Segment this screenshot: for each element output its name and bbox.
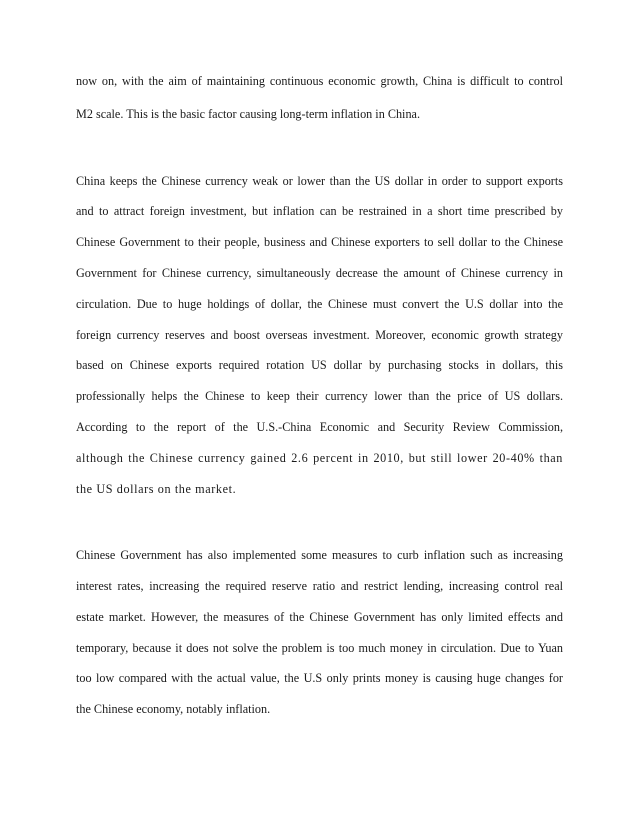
paragraph-1-line-1: now on, with the aim of maintaining continuous economic growth, China is difficult to control [76, 74, 563, 88]
paragraph-3-line-3: estate market. However, the measures of the Chinese Government has only limited effects and [76, 610, 563, 624]
paragraph-2-line-3: Chinese Government to their people, business and Chinese exporters to sell dollar to the Chinese [76, 235, 563, 249]
paragraph-3-line-2: interest rates, increasing the required reserve ratio and restrict lending, increasing control real [76, 579, 563, 593]
paragraph-3-line-6: the Chinese economy, notably inflation. [76, 702, 271, 716]
paragraph-2-line-11: the US dollars on the market. [76, 482, 237, 496]
paragraph-2-line-8: professionally helps the Chinese to keep their currency lower than the price of US dollars. [76, 389, 563, 403]
paragraph-3-line-1: Chinese Government has also implemented some measures to curb inflation such as increasing [76, 548, 563, 562]
paragraph-1-line-2: M2 scale. This is the basic factor causing long-term inflation in China. [76, 107, 420, 121]
paragraph-2-line-2: and to attract foreign investment, but inflation can be restrained in a short time prescribed by [76, 204, 563, 218]
paragraph-2-line-10: although the Chinese currency gained 2.6 percent in 2010, but still lower 20-40% than [76, 451, 563, 465]
paragraph-2-line-9: According to the report of the U.S.-China Economic and Security Review Commission, [76, 420, 563, 434]
paragraph-2-line-7: based on Chinese exports required rotation US dollar by purchasing stocks in dollars, this [76, 358, 563, 372]
paragraph-2-line-4: Government for Chinese currency, simultaneously decrease the amount of Chinese currency in [76, 266, 563, 280]
paragraph-2-line-1: China keeps the Chinese currency weak or lower than the US dollar in order to support exports [76, 174, 563, 188]
paragraph-2-line-5: circulation. Due to huge holdings of dollar, the Chinese must convert the U.S dollar into the [76, 297, 563, 311]
paragraph-3-line-4: temporary, because it does not solve the problem is too much money in circulation. Due to Yuan [76, 641, 563, 655]
paragraph-3-line-5: too low compared with the actual value, the U.S only prints money is causing huge changes for [76, 671, 563, 685]
paragraph-2-line-6: foreign currency reserves and boost overseas investment. Moreover, economic growth strategy [76, 328, 563, 342]
